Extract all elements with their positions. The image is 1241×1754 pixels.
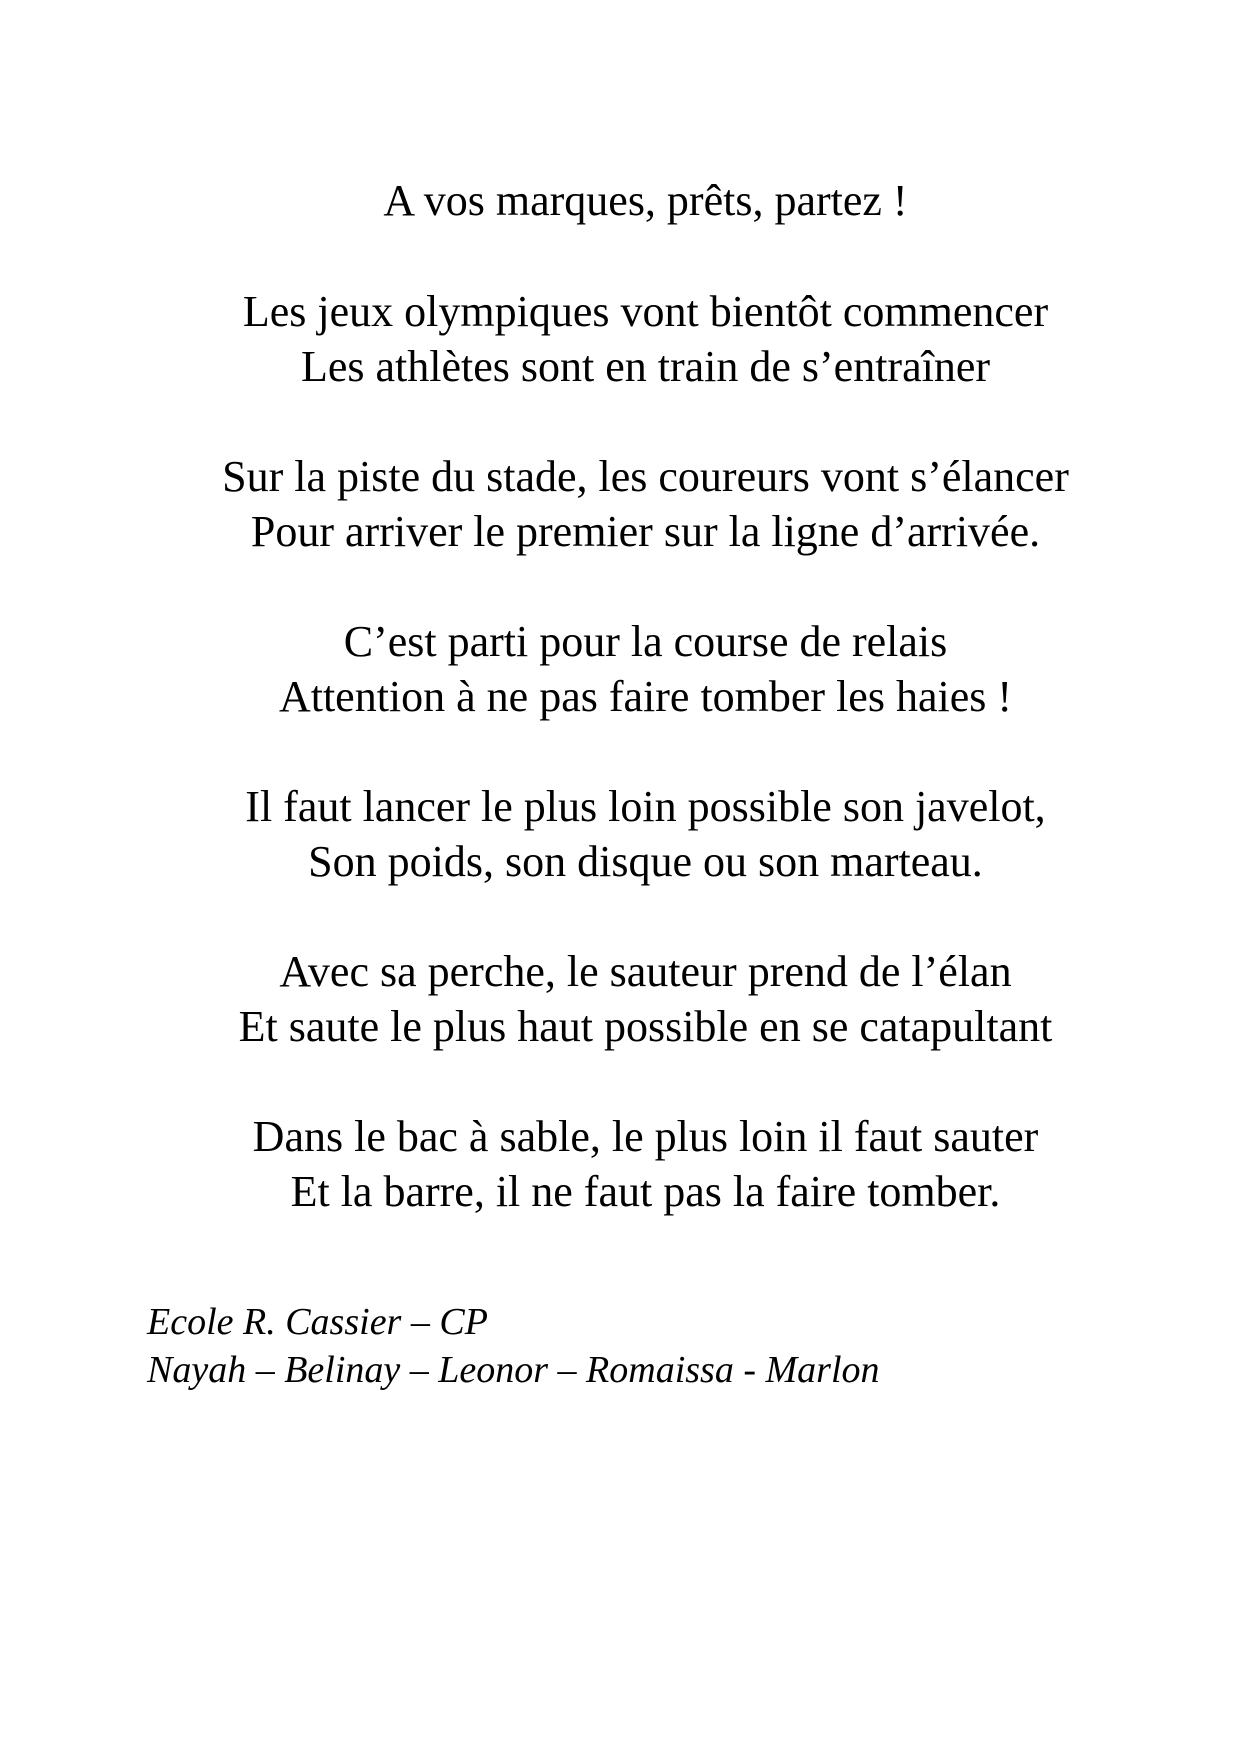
verse-line: Les athlètes sont en train de s’entraîner [300, 342, 991, 391]
stanza-5 [0, 944, 1241, 1054]
verse-line: Dans le bac à sable, le plus loin il faut sauter [252, 1112, 1039, 1161]
verse-line: Avec sa perche, le sauteur prend de l’élan [279, 947, 1012, 996]
verse-line: Pour arriver le premier sur la ligne d’arrivée. [250, 507, 1041, 556]
poem [0, 173, 1241, 1274]
stanza-3 [0, 614, 1241, 724]
verse-line: Sur la piste du stade, les coureurs vont s’élancer [222, 452, 1069, 501]
stanza-6 [0, 1109, 1241, 1219]
poem-title: A vos marques, prêts, partez ! [383, 176, 908, 225]
verse-line: C’est parti pour la course de relais [343, 617, 948, 666]
stanza-4 [0, 779, 1241, 889]
school-credit: Ecole R. Cassier – CP [147, 1301, 488, 1343]
verse-line: Et saute le plus haut possible en se catapultant [238, 1002, 1053, 1051]
verse-line: Et la barre, il ne faut pas la faire tomber. [290, 1167, 1001, 1216]
stanza-1 [0, 284, 1241, 394]
verse-line: Il faut lancer le plus loin possible son javelot, [245, 782, 1046, 831]
verse-line: Son poids, son disque ou son marteau. [308, 837, 983, 886]
author-names: Nayah – Belinay – Leonor – Romaissa - Marlon [147, 1349, 880, 1391]
verse-line: Attention à ne pas faire tomber les haies ! [278, 672, 1013, 721]
verse-line: Les jeux olympiques vont bientôt commencer [242, 287, 1049, 336]
stanza-2 [0, 449, 1241, 559]
credits [147, 1298, 880, 1394]
